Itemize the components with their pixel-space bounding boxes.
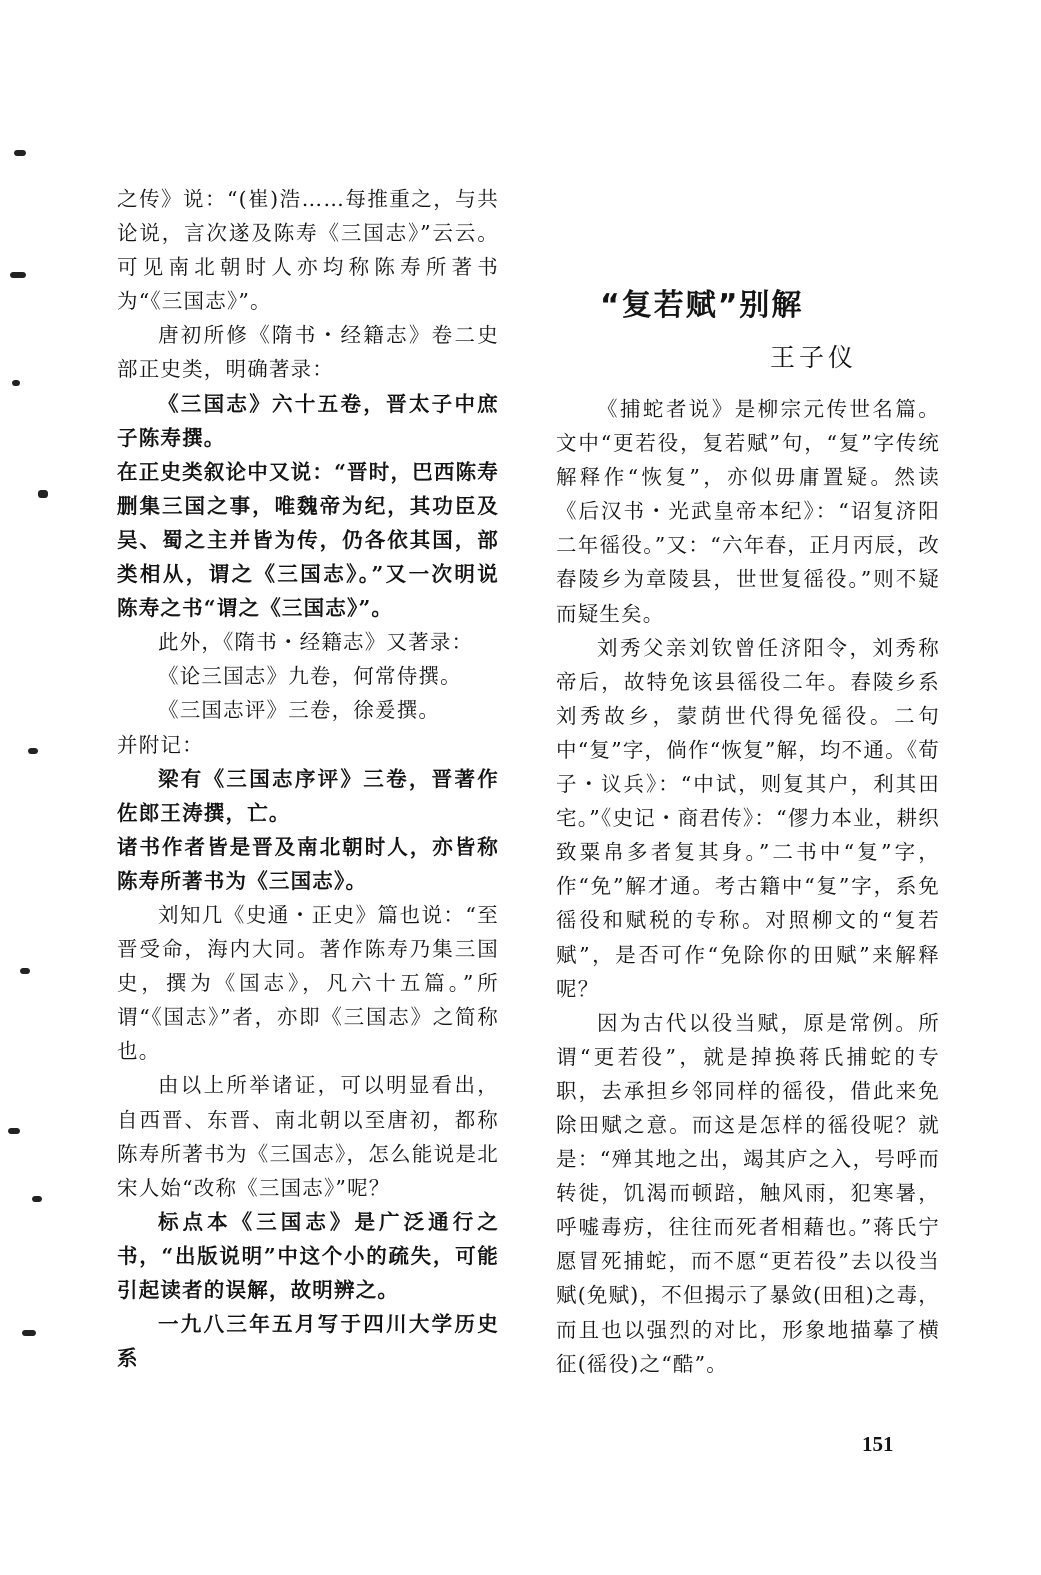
left-paragraph: 之传》说：“(崔)浩……每推重之，与共论说，言次遂及陈寿《三国志》”云云。可见南北朝时人亦均称陈寿所著书为“《三国志》”。 — [117, 187, 499, 314]
left-column — [117, 182, 499, 1375]
right-paragraph: 《捕蛇者说》是柳宗元传世名篇。文中“更若役，复若赋”句，“复”字传统解释作“恢复”，亦似毋庸置疑。然读《后汉书・光武皇帝本纪》：“诏复济阳二年徭役。”又：“六年春，正月丙辰，改舂陵乡为章陵县，世世复徭役。”则不疑而疑生矣。 — [556, 397, 940, 626]
left-quote: 梁有《三国志序评》三卷，晋著作佐郎王涛撰，亡。 — [117, 766, 499, 825]
right-paragraph: 因为古代以役当赋，原是常例。所谓“更若役”，就是掉换蒋氏捕蛇的专职，去承担乡邻同样的徭役，借此来免除田赋之意。而这是怎样的徭役呢？就是：“殚其地之出，竭其庐之入，号呼而转徙，饥渴而顿踣，触风雨，犯寒暑，呼嘘毒疠，往往而死者相藉也。”蒋氏宁愿冒死捕蛇，而不愿“更若役”去以役当赋(免赋)，不但揭示了暴敛(田租)之毒，而且也以强烈的对比，形象地描摹了横征(徭役)之“酷”。 — [556, 1010, 940, 1376]
scan-speck — [12, 380, 20, 386]
left-quote: 《论三国志》九卷，何常侍撰。 — [158, 664, 462, 689]
scan-speck — [38, 490, 48, 498]
page-number: 151 — [862, 1432, 894, 1456]
scan-speck — [32, 1196, 42, 1202]
left-paragraph: 在正史类叙论中又说：“晋时，巴西陈寿删集三国之事，唯魏帝为纪，其功臣及吴、蜀之主并皆为传，仍各依其国，部类相从，谓之《三国志》。”又一次明说陈寿之书“谓之《三国志》”。 — [117, 459, 499, 621]
article-title: “复若赋”别解 — [600, 288, 804, 323]
right-paragraph: 刘秀父亲刘钦曾任济阳令，刘秀称帝后，故特免该县徭役二年。舂陵乡系刘秀故乡，蒙荫世代得免徭役。二句中“复”字，倘作“恢复”解，均不通。《荀子・议兵》：“中试，则复其户，利其田宅。”《史记・商君传》：“僇力本业，耕织致粟帛多者复其身。”二书中“复”字，作“免”解才通。考古籍中“复”字，系免徭役和赋税的专称。对照柳文的“复若赋”，是否可作“免除你的田赋”来解释呢？ — [556, 635, 940, 1001]
left-paragraph: 唐初所修《隋书・经籍志》卷二史部正史类，明确著录： — [117, 323, 499, 382]
left-paragraph: 此外，《隋书・经籍志》又著录： — [158, 630, 474, 655]
right-column — [556, 392, 940, 1381]
left-paragraph: 并附记： — [117, 732, 204, 757]
left-paragraph: 由以上所举诸证，可以明显看出，自西晋、东晋、南北朝以至唐初，都称陈寿所著书为《三国志》，怎么能说是北宋人始“改称《三国志》”呢？ — [117, 1073, 499, 1200]
article-author: 王子仪 — [770, 343, 858, 372]
left-quote: 《三国志评》三卷，徐爰撰。 — [158, 698, 441, 723]
left-quote: 《三国志》六十五卷，晋太子中庶子陈寿撰。 — [117, 391, 499, 450]
left-paragraph: 标点本《三国志》是广泛通行之书，“出版说明”中这个小的疏失，可能引起读者的误解，故明辨之。 — [117, 1209, 499, 1302]
scan-speck — [8, 1128, 20, 1134]
scan-speck — [20, 968, 30, 974]
scan-speck — [28, 748, 38, 754]
scan-speck — [22, 1330, 36, 1336]
scan-speck — [14, 150, 26, 156]
left-signature: 一九八三年五月写于四川大学历史系 — [117, 1312, 499, 1371]
scan-speck — [10, 272, 26, 278]
left-paragraph: 诸书作者皆是晋及南北朝时人，亦皆称陈寿所著书为《三国志》。 — [117, 834, 499, 893]
left-paragraph: 刘知几《史通・正史》篇也说：“至晋受命，海内大同。著作陈寿乃集三国史，撰为《国志》，凡六十五篇。”所谓“《国志》”者，亦即《三国志》之简称也。 — [117, 902, 499, 1064]
